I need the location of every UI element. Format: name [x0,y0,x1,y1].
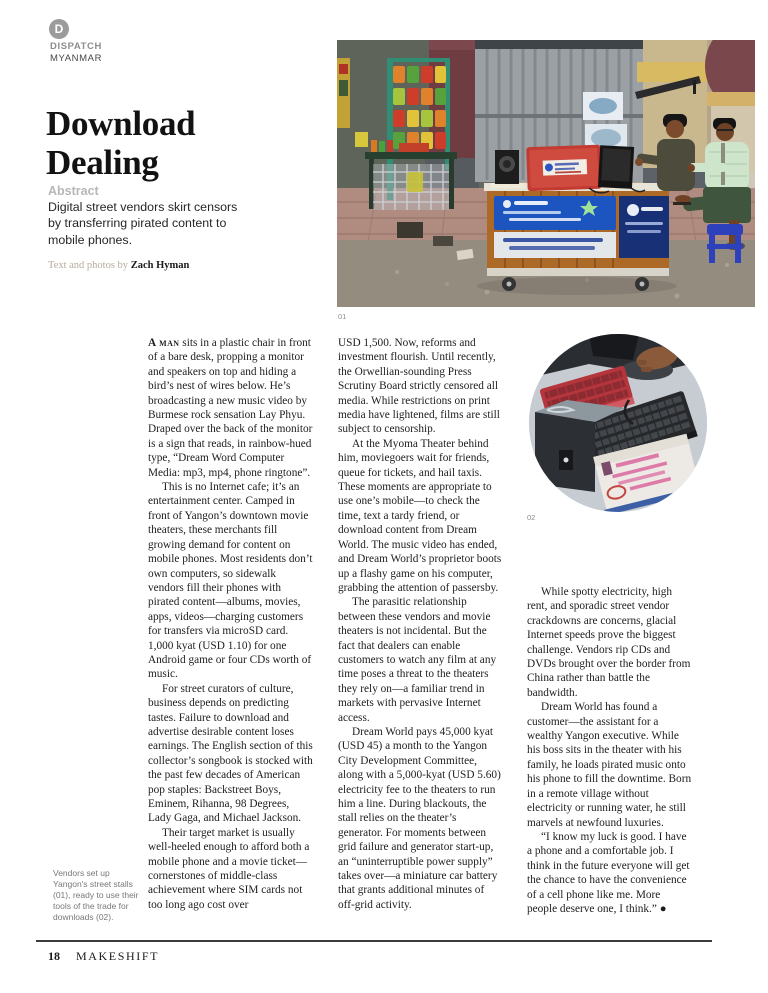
body-column-3 [527,585,692,916]
margin-caption: Vendors set up Yangon's street stalls (01), ready to use their tools of the trade for downloads (02). [53,868,139,922]
photo2-caption: 02 [527,513,536,522]
magazine-brand: MAKESHIFT [76,949,160,963]
paragraph [148,336,313,480]
paragraph: Dream World pays 45,000 kyat (USD 45) a month to the Yangon City Development Committee, along with a 5,000-kyat (USD 5.60) electricity fee to the theaters to run him a line. During blackouts, the stall relies on the theater’s generator. For moments between grid failure and generator start-up, an “uninterruptible power supply” takes over—a miniature car battery that grants additional minutes of off-grid activity. [338,725,501,911]
paragraph: USD 1,500. Now, reforms and investment flourish. Until recently, the Orwellian-sounding Press Scrutiny Board strictly censored all media. While restrictions on print media have lightened, films are still subject to censorship. [338,337,500,436]
wire-basket [373,164,449,210]
lead-in: A man [148,337,180,349]
paper-corner [529,484,559,512]
paragraph: The parasitic relationship between these vendors and movie theaters is not incidental. But the fact that dealers can enable customers to watch any film at any time poses a threat to the theaters they rely on—a familiar trend in markets with pervasive Internet access. [338,596,497,724]
page-title [46,104,195,182]
equipment-closeup-photo [529,334,707,512]
region-label: MYANMAR [50,53,103,64]
monitor [598,145,634,189]
footer-rule [36,940,712,942]
body-column-2 [338,336,503,912]
footer [48,949,159,964]
byline-author: Zach Hyman [130,260,190,271]
paragraph: For street curators of culture, business depends on predicting tastes. Failure to download and advertise desirable content loses earnings. The English section of this collector’s songbook is stocked with the past few decades of American pop staples: Backstreet Boys, Eminem, Rihanna, 98 Degrees, Lady Gaga, and Michael Jackson. [148,682,313,825]
title-line-1: Download [46,104,196,143]
cart-banner [494,196,616,258]
photo1-caption: 01 [338,312,347,321]
cart-side-panel [619,196,669,258]
paragraph: “I know my luck is good. I have a phone and a comfortable job. I think in the future everyone will get the chance to have the convenience of a cell phone like me. More people deserve one, I think.” ● [527,830,690,915]
speaker [491,150,523,188]
equipment-illustration [529,334,707,512]
body-column-1 [148,336,313,912]
red-sign-board [526,145,601,192]
paragraph: This is no Internet cafe; it’s an entertainment center. Camped in front of Yangon’s downtown movie theaters, these merchants fill growing demand for content on mobile phones. Most residents don’t own computers, so sidewalk vendors fill their phones with pirated content—albums, movies, apps, videos—charging customers for transfers via microSD card. 1,000 kyat (USD 1.10) for one Android game or four CDs worth of music. [148,481,313,681]
paragraph: Their target market is usually well-heeled enough to afford both a mobile phone and a movie ticket—cornerstones of middle-class achievement where SIM cards not too long ago cost over [148,826,310,911]
byline [48,260,189,271]
paragraph: While spotty electricity, high rent, and sporadic street vendor crackdowns are concerns, glacial Internet speeds prove the biggest challenge. Vendors rip CDs and DVDs brought over the border from China rather than battle the bandwidth. [527,586,691,699]
street-stall-illustration [337,40,755,307]
section-kicker: DISPATCH [50,41,102,52]
page-number: 18 [48,949,60,963]
paragraph: At the Myoma Theater behind him, moviegoers wait for friends, queue for tickets, and hail taxis. These moments are appropriate to use one’s mobile—to check the time, text a tardy friend, or download content from Dream World. The music video has ended, and Dream World’s proprietor boots up a flashy game on his computer, grabbing the attention of passersby. [338,437,502,594]
paragraph: Dream World has found a customer—the assistant for a wealthy Yangon executive. While his boss sits in the theater with his family, he loads pirated music onto his phone to fill the downtime. Born in a remote village without electricity or running water, he still marvels at newfound luxuries. [527,701,692,829]
byline-prefix: Text and photos by [48,260,131,271]
title-line-2: Dealing [46,143,159,182]
dispatch-badge-icon: D [49,19,69,39]
abstract-label: Abstract [48,184,99,198]
paragraph-text: sits in a plastic chair in front of a bare desk, propping a monitor and speakers on top and hiding a bird’s nest of wires below. He’s broadcasting a new music video by Burmese rock sensation Lay Phyu. Draped over the back of the monitor is a sign that reads, in rainbow-hued type, “Dream Word Computer Media: mp3, mp4, phone ringtone”. [148,337,313,479]
abstract-text: Digital street vendors skirt censors by transferring pirated content to mobile phones. [48,200,238,247]
street-stall-photo [337,40,755,307]
